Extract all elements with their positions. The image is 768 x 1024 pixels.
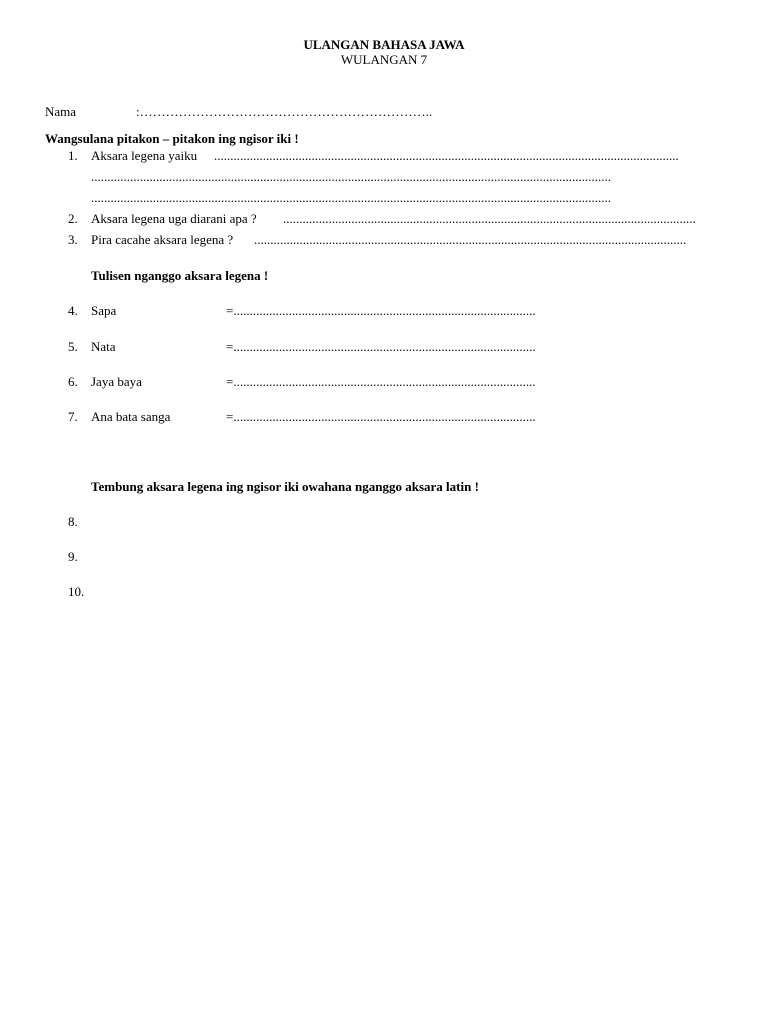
name-label: Nama (45, 104, 77, 119)
item-word: Sapa (91, 303, 117, 318)
section3-instruction: Tembung aksara legena ing ngisor iki owahana nganggo aksara latin ! (91, 479, 479, 494)
answer-line[interactable]: =............................................................................................. (226, 409, 536, 424)
answer-line[interactable]: ..................................................................................................................................... (254, 232, 687, 247)
question-text: Aksara legena uga diarani apa ? (91, 211, 257, 226)
page-title: ULANGAN BAHASA JAWA (303, 37, 465, 52)
section2-instruction: Tulisen nganggo aksara legena ! (91, 268, 269, 283)
item-number: 8. (68, 514, 78, 529)
item-number: 5. (68, 339, 78, 354)
answer-line[interactable]: ............................................................................................................................................... (214, 148, 679, 163)
question-number: 2. (68, 211, 78, 226)
page-subtitle: WULANGAN 7 (340, 52, 428, 67)
answer-line[interactable]: ............................................................................................................................... (283, 211, 696, 226)
item-word: Ana bata sanga (91, 409, 171, 424)
question-text: Pira cacahe aksara legena ? (91, 232, 234, 247)
answer-line[interactable]: ................................................................................................................................................................ (91, 190, 611, 205)
answer-line[interactable]: ................................................................................................................................................................ (91, 169, 611, 184)
item-number: 6. (68, 374, 78, 389)
question-number: 3. (68, 232, 78, 247)
item-word: Nata (91, 339, 116, 354)
answer-line[interactable]: =............................................................................................. (226, 374, 536, 389)
answer-line[interactable]: =............................................................................................. (226, 303, 536, 318)
item-number: 4. (68, 303, 78, 318)
name-field[interactable]: :………………………………………………………….. (136, 104, 433, 119)
section1-instruction: Wangsulana pitakon – pitakon ing ngisor iki ! (45, 131, 299, 146)
question-number: 1. (68, 148, 78, 163)
item-number: 7. (68, 409, 78, 424)
item-word: Jaya baya (91, 374, 142, 389)
answer-line[interactable]: =............................................................................................. (226, 339, 536, 354)
item-number: 9. (68, 549, 78, 564)
item-number: 10. (68, 584, 85, 599)
question-text: Aksara legena yaiku (91, 148, 198, 163)
